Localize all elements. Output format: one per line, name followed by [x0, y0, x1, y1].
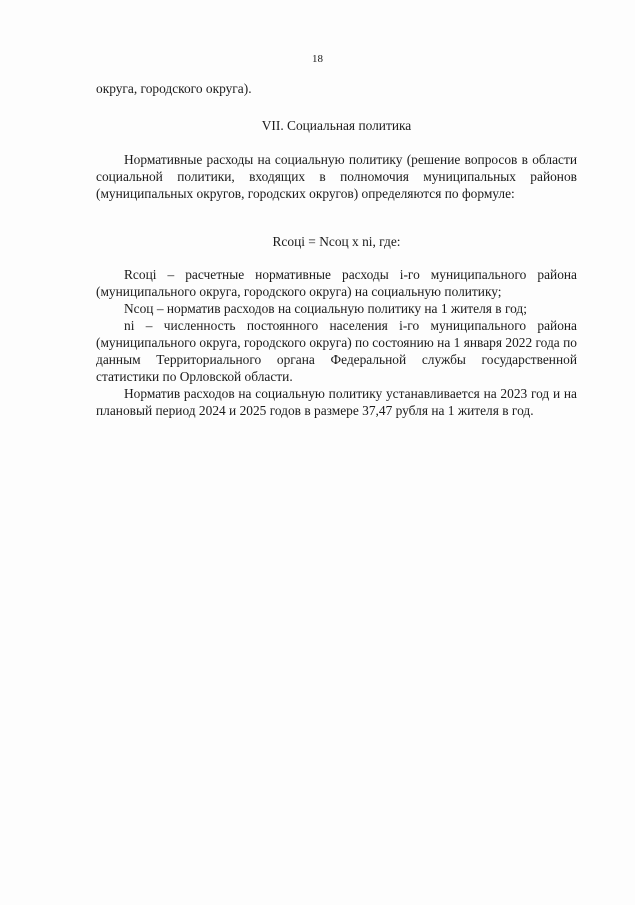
section-heading: VII. Социальная политика [261, 118, 412, 133]
formula: Rсоцi = Nсоц x ni, где: [272, 234, 401, 249]
norm-paragraph: Норматив расходов на социальную политику устанавливается на 2023 год и на плановый период 2024 и 2025 годов в размере 37,47 рубля на 1 жителя в год. [96, 386, 577, 418]
intro-paragraph: Нормативные расходы на социальную политику (решение вопросов в области социальной политики, входящих в полномочия муниципальных районов (муниципальных округов, городских округов) определяются по формуле: [96, 152, 577, 201]
page-number: 18 [312, 53, 323, 65]
definitions-block [96, 266, 577, 419]
continuation-text [96, 80, 577, 97]
definition-nsoc: Nсоц – норматив расходов на социальную политику на 1 жителя в год; [124, 301, 527, 316]
definition-ni: ni – численность постоянного населения i-го муниципального района (муниципального округа, городского округа) по состоянию на 1 января 2022 года по данным Территориального органа Федеральной службы государственной статистики по Орловской области. [96, 318, 577, 384]
definition-rsoc: Rсоцi – расчетные нормативные расходы i-го муниципального района (муниципального округа, городского округа) на социальную политику; [96, 267, 577, 299]
continuation-line: округа, городского округа). [96, 81, 252, 96]
